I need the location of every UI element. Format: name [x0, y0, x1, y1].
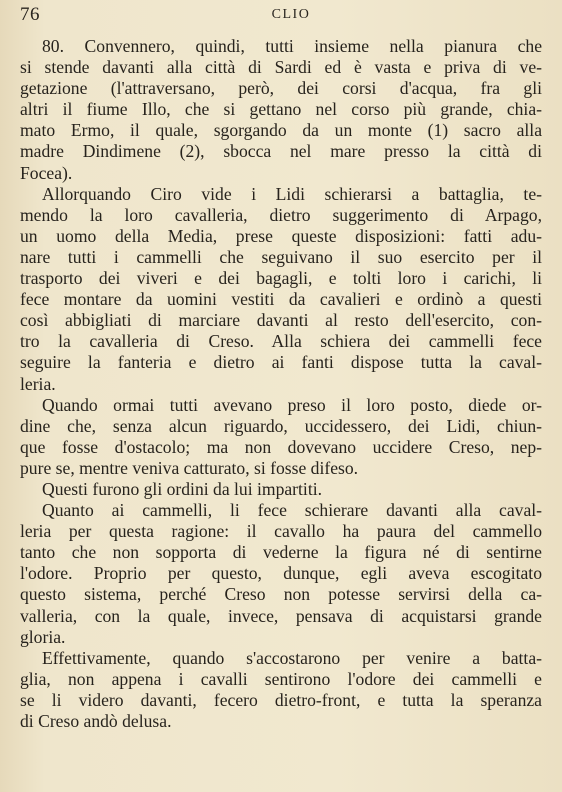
text-line: così abbigliati di marciare davanti al resto dell'esercito, con-: [20, 310, 542, 331]
text-line: mato Ermo, il quale, sgorgando da un monte (1) sacro alla: [20, 120, 542, 141]
text-line: dine che, senza alcun riguardo, uccidessero, dei Lidi, chiun-: [20, 415, 542, 436]
text-line: Quando ormai tutti avevano preso il loro posto, diede or-: [42, 394, 542, 415]
text-line: leria.: [20, 373, 56, 394]
text-line: que fosse d'ostacolo; ma non dovevano uccidere Creso, nep-: [20, 436, 542, 457]
text-line: fece montare da uomini vestiti da cavalieri e ordinò a questi: [20, 289, 542, 310]
body-text: [20, 36, 542, 732]
paragraph: [20, 36, 542, 184]
text-line: valleria, con la quale, invece, pensava di acquistarsi grande: [20, 605, 542, 626]
text-line: glia, non appena i cavalli sentirono l'odore dei cammelli e: [20, 668, 542, 689]
text-line: l'odore. Proprio per questo, dunque, egli aveva escogitato: [20, 563, 542, 584]
text-line: 80. Convennero, quindi, tutti insieme nella pianura che: [42, 36, 542, 56]
text-line: di Creso andò delusa.: [20, 711, 172, 731]
running-head: CLIO: [271, 7, 311, 22]
paragraph: [20, 479, 542, 500]
text-line: Questi furono gli ordini da lui impartiti.: [42, 478, 322, 499]
text-line: un uomo della Media, prese queste disposizioni: fatti adu-: [20, 225, 542, 246]
text-line: trasporto dei viveri e dei bagagli, e tolti loro i carichi, li: [20, 268, 542, 289]
paragraph: [20, 395, 542, 479]
text-line: seguire la fanteria e dietro ai fanti dispose tutta la caval-: [20, 352, 542, 373]
text-line: madre Dindimene (2), sbocca nel mare presso la città di: [20, 141, 542, 162]
text-line: tro la cavalleria di Creso. Alla schiera dei cammelli fece: [20, 331, 542, 352]
text-line: nare tutti i cammelli che seguivano il suo esercito per il: [20, 246, 542, 267]
text-line: altri il fiume Illo, che si gettano nel corso più grande, chia-: [20, 99, 542, 120]
text-line: pure se, mentre veniva catturato, si fosse difeso.: [20, 457, 359, 478]
text-line: leria per questa ragione: il cavallo ha paura del cammello: [20, 521, 542, 542]
page-header: [20, 4, 542, 28]
paragraph: [20, 500, 542, 648]
text-line: si stende davanti alla città di Sardi ed è vasta e priva di ve-: [20, 57, 542, 78]
text-line: Quanto ai cammelli, li fece schierare davanti alla caval-: [42, 500, 542, 521]
text-line: Focea).: [20, 162, 73, 183]
text-line: questo sistema, perché Creso non potesse servirsi della ca-: [20, 584, 542, 605]
text-line: Effettivamente, quando s'accostarono per venire a batta-: [42, 647, 542, 668]
text-line: gloria.: [20, 626, 66, 647]
text-line: se li videro davanti, fecero dietro-front, e tutta la speranza: [20, 689, 542, 710]
paragraph: [20, 648, 542, 732]
text-line: Allorquando Ciro vide i Lidi schierarsi a battaglia, te-: [42, 183, 542, 204]
page-number: 76: [20, 4, 40, 25]
text-line: getazione (l'attraversano, però, dei corsi d'acqua, fra gli: [20, 78, 542, 99]
text-line: tanto che non sopporta di vederne la figura né di sentirne: [20, 542, 542, 563]
text-line: mendo la loro cavalleria, dietro suggerimento di Arpago,: [20, 204, 542, 225]
paragraph: [20, 184, 542, 395]
